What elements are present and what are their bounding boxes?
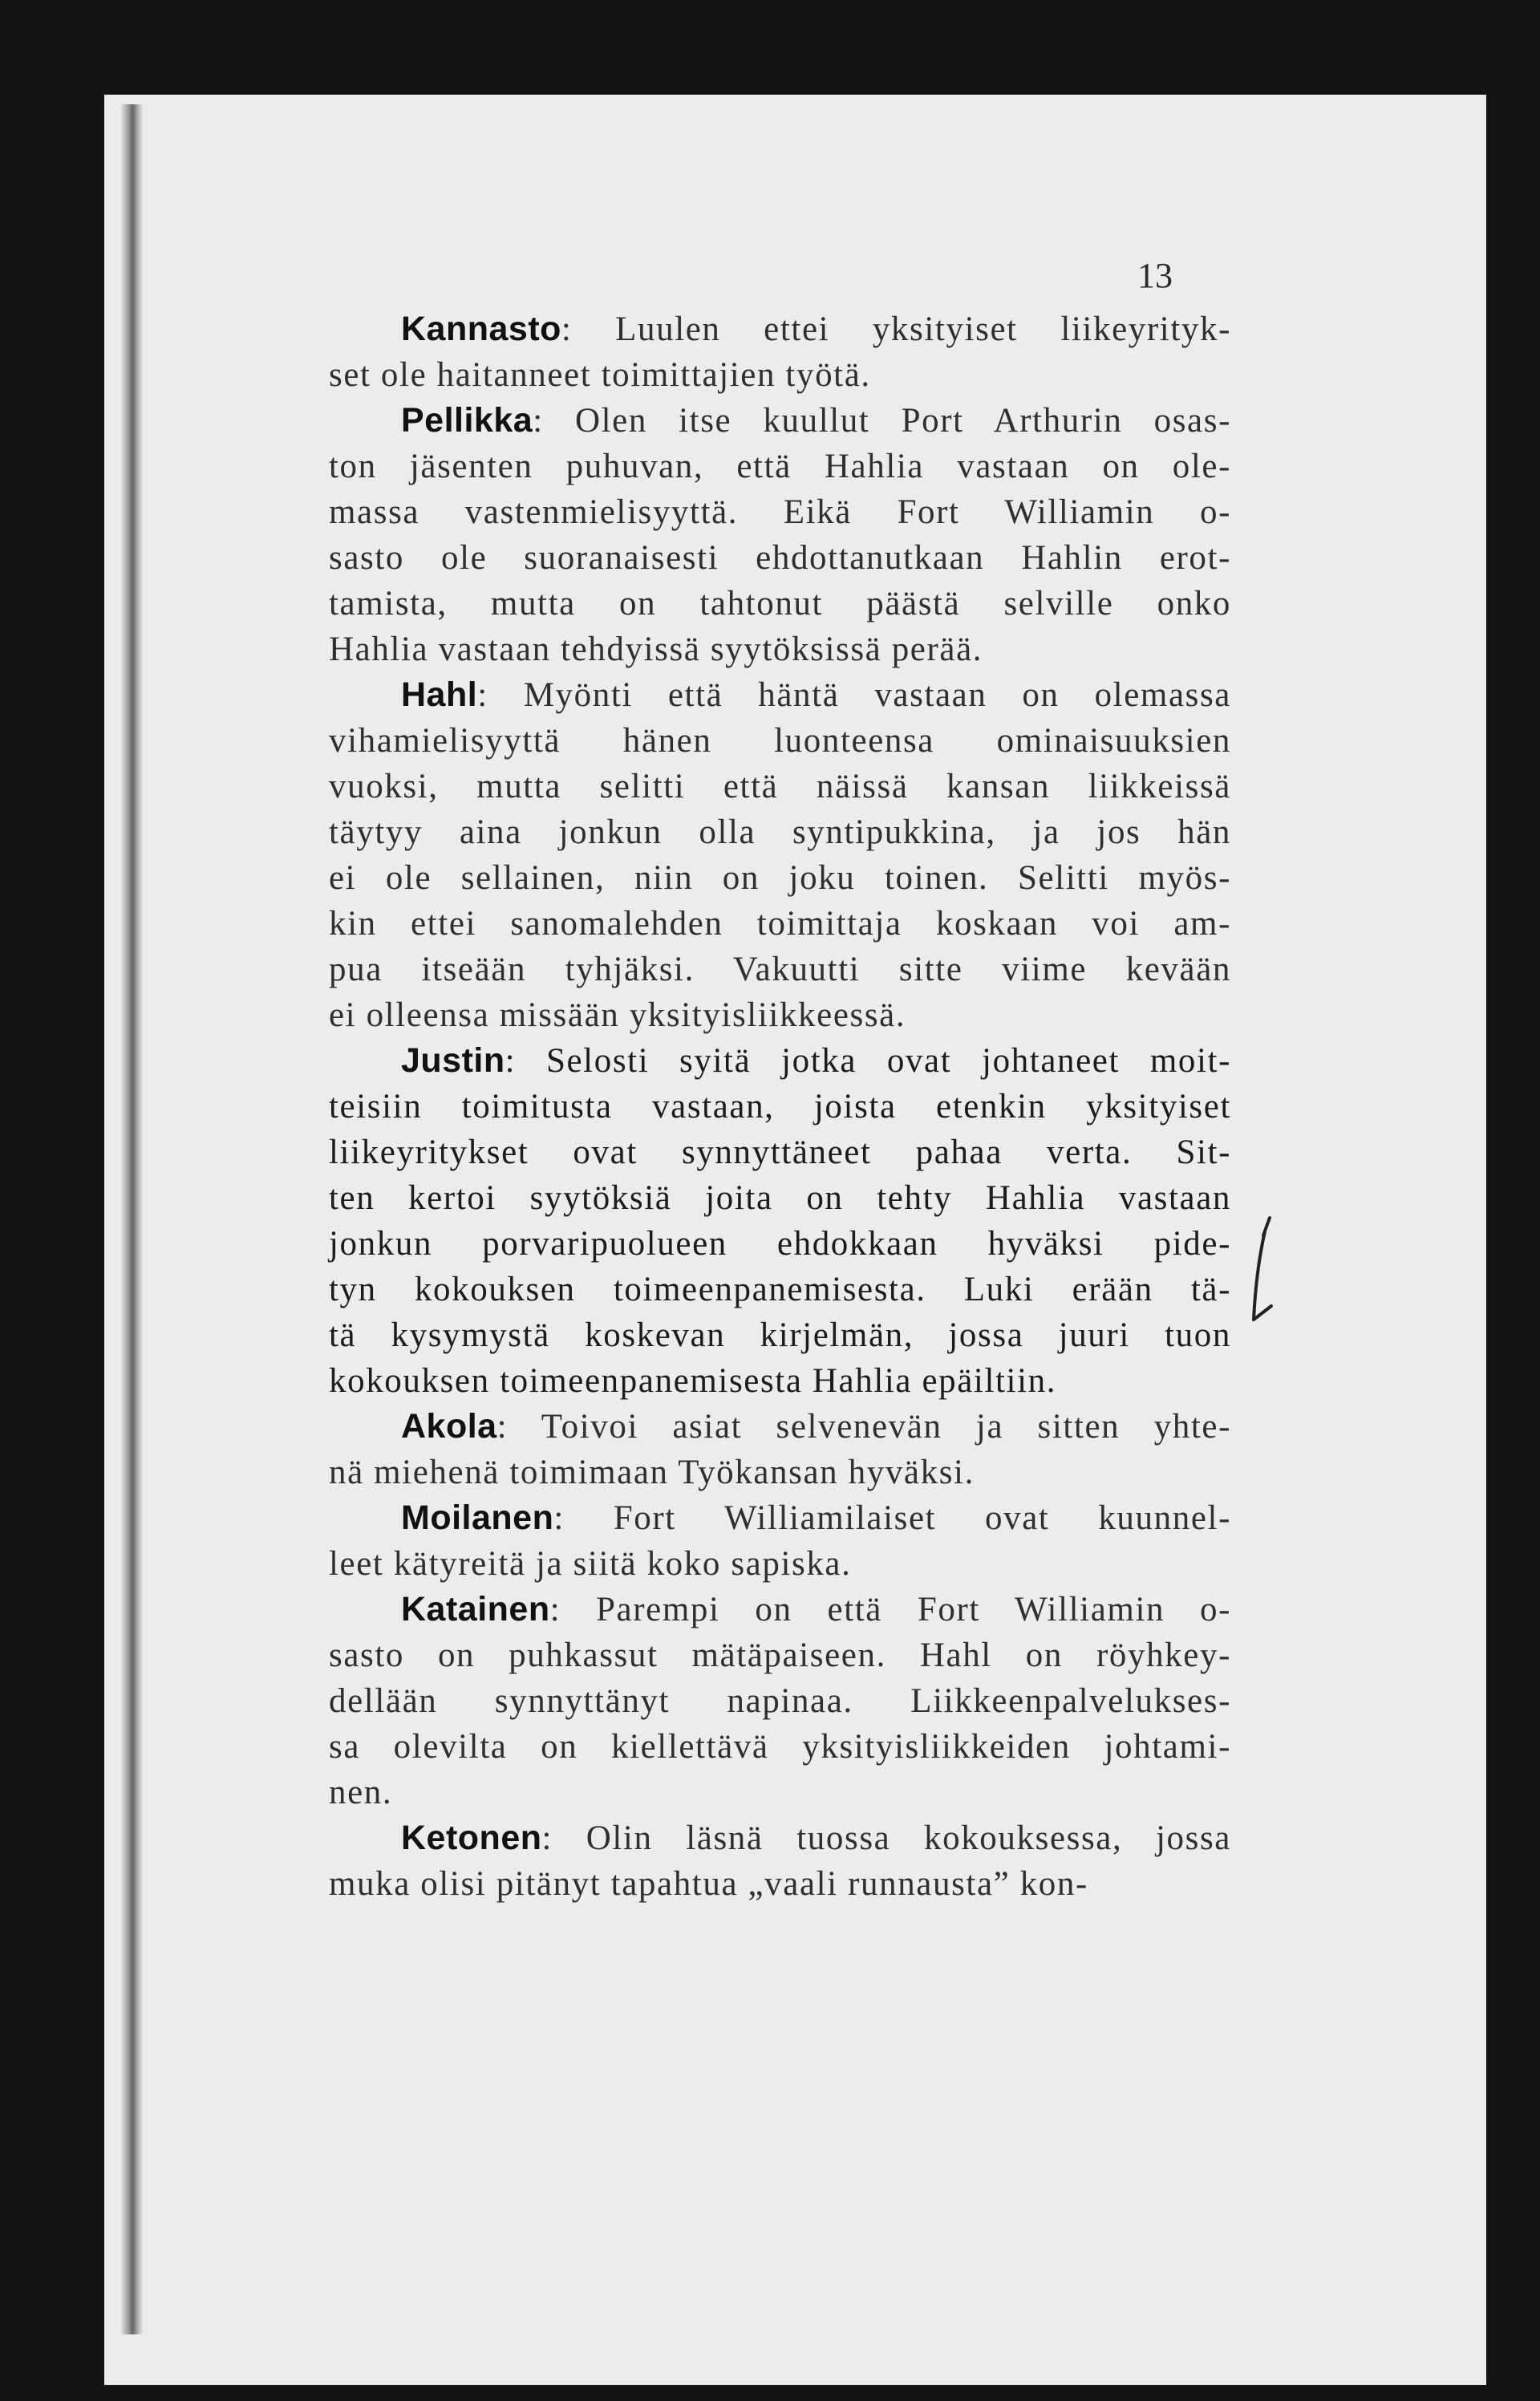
speaker-name: Moilanen <box>401 1499 554 1537</box>
margin-bracket-mark <box>1239 1211 1287 1332</box>
text-line <box>329 1221 1231 1267</box>
speaker-name: Justin <box>401 1041 505 1080</box>
text-line <box>329 1130 1231 1175</box>
line-text: sa olevilta on kiellettävä yksityisliikkeiden johtami- <box>329 1728 1231 1766</box>
text-line <box>329 855 1231 901</box>
paragraph <box>329 398 1231 672</box>
speaker-separator: : <box>541 1819 553 1857</box>
paragraph <box>329 1495 1231 1587</box>
text-line <box>329 1038 1231 1084</box>
line-text: Parempi on että Fort Williamin o- <box>596 1591 1231 1628</box>
text-line <box>329 306 1231 352</box>
text-line <box>329 1770 1231 1815</box>
text-line <box>329 764 1231 809</box>
line-text: Myönti että häntä vastaan on olemassa <box>523 676 1231 714</box>
line-text: sasto on puhkassut mätäpaiseen. Hahl on röyhkey- <box>329 1636 1231 1674</box>
line-text: liikeyritykset ovat synnyttäneet pahaa verta. Sit- <box>329 1134 1231 1171</box>
line-text: nä miehenä toimimaan Työkansan hyväksi. <box>329 1454 975 1491</box>
line-text: kin ettei sanomalehden toimittaja koskaan voi am- <box>329 905 1231 943</box>
text-line <box>329 444 1231 489</box>
speaker-name: Akola <box>401 1407 497 1446</box>
line-text: vihamielisyyttä hänen luonteensa ominaisuuksien <box>329 722 1231 760</box>
line-text: ei olleensa missään yksityisliikkeessä. <box>329 996 906 1034</box>
paragraph <box>329 1587 1231 1815</box>
line-text: muka olisi pitänyt tapahtua „vaali runnausta” kon- <box>329 1865 1088 1903</box>
text-line <box>329 1312 1231 1358</box>
line-text: ton jäsenten puhuvan, että Hahlia vastaan on ole- <box>329 448 1231 485</box>
paragraph <box>329 306 1231 398</box>
text-line <box>329 1861 1231 1907</box>
speaker-separator: : <box>553 1499 565 1537</box>
line-text: vuoksi, mutta selitti että näissä kansan liikkeissä <box>329 768 1231 805</box>
line-text: Hahlia vastaan tehdyissä syytöksissä perää. <box>329 631 983 668</box>
text-line <box>329 1678 1231 1724</box>
text-line <box>329 1084 1231 1130</box>
page-binding-edge <box>120 104 143 2334</box>
line-text: Selosti syitä jotka ovat johtaneet moit- <box>545 1042 1231 1080</box>
line-text: nen. <box>329 1774 393 1811</box>
text-line <box>329 947 1231 992</box>
speaker-separator: : <box>549 1591 561 1628</box>
line-text: jonkun porvaripuolueen ehdokkaan hyväksi pide- <box>329 1225 1231 1263</box>
paragraph <box>329 1404 1231 1495</box>
text-line <box>329 672 1231 718</box>
text-line <box>329 1450 1231 1495</box>
speaker-separator: : <box>505 1042 517 1080</box>
text-line <box>329 352 1231 398</box>
paragraph <box>329 1815 1231 1907</box>
line-text: ei ole sellainen, niin on joku toinen. Selitti myös- <box>329 859 1231 897</box>
text-line <box>329 581 1231 627</box>
paragraph <box>329 1038 1231 1404</box>
line-text: Luulen ettei yksityiset liikeyrityk- <box>615 310 1231 348</box>
text-line <box>329 627 1231 672</box>
text-line <box>329 1175 1231 1221</box>
text-line <box>329 1267 1231 1312</box>
text-line <box>329 1358 1231 1404</box>
speaker-name: Katainen <box>401 1590 550 1628</box>
text-line <box>329 398 1231 444</box>
text-line <box>329 1541 1231 1587</box>
line-text: dellään synnyttänyt napinaa. Liikkeenpalvelukses- <box>329 1682 1231 1720</box>
document-text <box>329 306 1231 1907</box>
line-text: leet kätyreitä ja siitä koko sapiska. <box>329 1545 852 1583</box>
paragraph <box>329 672 1231 1038</box>
speaker-name: Pellikka <box>401 401 533 440</box>
line-text: tä kysymystä koskevan kirjelmän, jossa juuri tuon <box>329 1316 1231 1354</box>
speaker-separator: : <box>496 1408 509 1446</box>
text-line <box>329 1632 1231 1678</box>
line-text: kokouksen toimeenpanemisesta Hahlia epäiltiin. <box>329 1362 1057 1400</box>
page-number: 13 <box>1137 256 1173 295</box>
line-text: set ole haitanneet toimittajien työtä. <box>329 356 871 394</box>
text-line <box>329 718 1231 764</box>
line-text: Toivoi asiat selvenevän ja sitten yhte- <box>541 1408 1231 1446</box>
text-line <box>329 901 1231 947</box>
text-line <box>329 1404 1231 1450</box>
speaker-separator: : <box>561 310 573 348</box>
text-line <box>329 1815 1231 1861</box>
text-line <box>329 1587 1231 1632</box>
line-text: Fort Williamilaiset ovat kuunnel- <box>613 1499 1231 1537</box>
speaker-name: Hahl <box>401 675 478 714</box>
speaker-separator: : <box>533 402 544 440</box>
line-text: täytyy aina jonkun olla syntipukkina, ja jos hän <box>329 813 1231 851</box>
line-text: tamista, mutta on tahtonut päästä selville onko <box>329 585 1231 623</box>
line-text: pua itseään tyhjäksi. Vakuutti sitte viime kevään <box>329 951 1231 988</box>
line-text: tyn kokouksen toimeenpanemisesta. Luki erään tä- <box>329 1271 1231 1308</box>
line-text: ten kertoi syytöksiä joita on tehty Hahlia vastaan <box>329 1179 1231 1217</box>
text-line <box>329 992 1231 1038</box>
text-line <box>329 489 1231 535</box>
text-line <box>329 1724 1231 1770</box>
line-text: Olin läsnä tuossa kokouksessa, jossa <box>586 1819 1231 1857</box>
text-line <box>329 1495 1231 1541</box>
speaker-name: Kannasto <box>401 310 561 348</box>
line-text: Olen itse kuullut Port Arthurin osas- <box>574 402 1231 440</box>
line-text: sasto ole suoranaisesti ehdottanutkaan Hahlin erot- <box>329 539 1231 577</box>
text-line <box>329 809 1231 855</box>
line-text: teisiin toimitusta vastaan, joista etenkin yksityiset <box>329 1088 1231 1125</box>
text-line <box>329 535 1231 581</box>
speaker-separator: : <box>477 676 488 714</box>
speaker-name: Ketonen <box>401 1819 542 1857</box>
line-text: massa vastenmielisyyttä. Eikä Fort Williamin o- <box>329 493 1231 531</box>
